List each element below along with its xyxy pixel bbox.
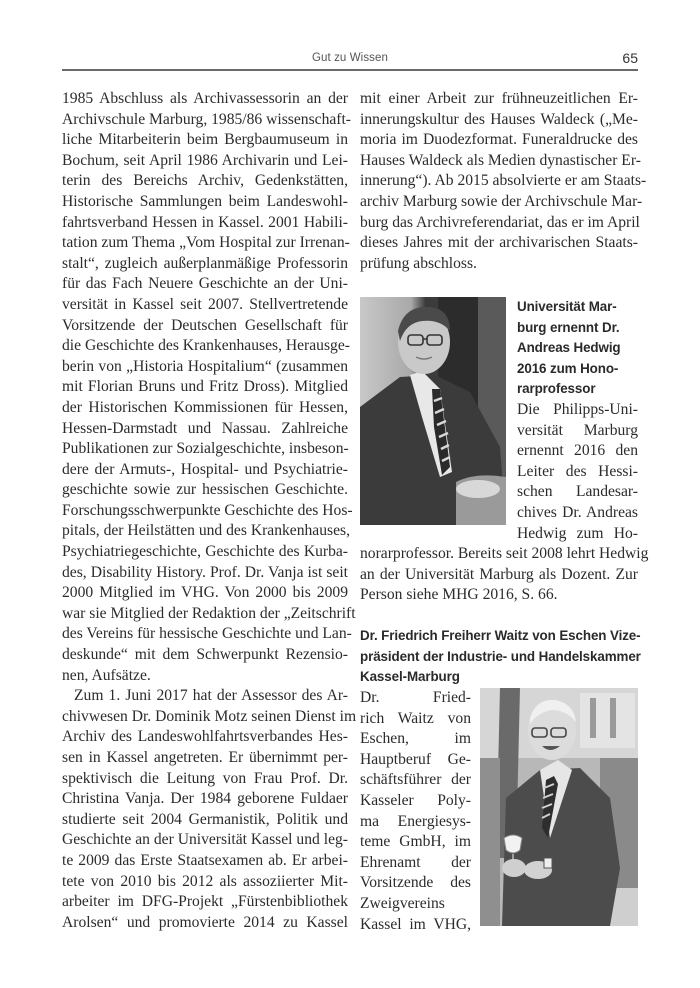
heading-line: präsident der Industrie- und Handelskammer	[360, 648, 641, 664]
text-line: 2000 Mitglied im VHG. Von 2000 bis 2009	[62, 584, 348, 602]
text-line: Vorsitzende des	[360, 874, 471, 892]
article-heading-hedwig	[517, 297, 638, 400]
text-line: burg das Archivreferendariat, das er im April	[360, 213, 640, 231]
text-line: studierte seit 2004 Germanistik, Politik und	[62, 810, 348, 828]
text-line: Christina Vanja. Der 1984 geborene Fuldaer	[62, 790, 348, 808]
text-line: pitals, der Heilstätten und des Krankenhauses,	[62, 522, 350, 540]
text-line: innerung“). Ab 2015 absolvierte er am Staats-	[360, 172, 647, 190]
text-line: Zum 1. Juni 2017 hat der Assessor des Ar-	[74, 687, 348, 705]
heading-line: Universität Mar-	[517, 299, 617, 314]
text-line: die Geschichte des Krankenhauses, Herausge-	[62, 337, 350, 355]
text-line: Psychiatriegeschichte, Geschichte des Kurba-	[62, 543, 348, 561]
heading-line: Dr. Friedrich Freiherr Waitz von Eschen Vize-	[360, 628, 641, 643]
text-line: chives Dr. Andreas	[517, 503, 638, 521]
text-line: 1985 Abschluss als Archivassessorin an der	[62, 90, 348, 107]
text-line: schen Landesar-	[517, 483, 638, 501]
heading-line: rarprofessor	[517, 381, 596, 397]
heading-line: Andreas Hedwig	[517, 340, 621, 356]
article-body-waitz-wrapped	[360, 688, 471, 935]
text-line: te 2009 das Erste Staatsexamen ab. Er arbei-	[62, 851, 348, 869]
article-hedwig-wrap	[517, 297, 638, 544]
text-line: Kasseler Poly-	[360, 791, 471, 809]
text-line: deskunde“ mit dem Schwerpunkt Rezensio-	[62, 646, 348, 664]
text-line: berin von „Historia Hospitalium“ (zusammen	[62, 357, 348, 375]
header-rule	[62, 69, 638, 71]
text-line: Dr. Fried-	[360, 689, 471, 706]
portrait-waitz-image	[480, 688, 638, 926]
text-line: Vorsitzende der Deutschen Gesellschaft für	[62, 316, 348, 334]
text-line: der Historischen Kommissionen für Hessen,	[62, 398, 348, 416]
text-line: Person siehe MHG 2016, S. 66.	[360, 586, 558, 604]
text-line: rich Waitz von	[360, 709, 471, 727]
text-line: Hedwig zum Ho-	[517, 524, 638, 542]
text-line: Bochum, seit April 1986 Archivarin und Lei-	[62, 151, 348, 169]
text-line: Hauses Waldeck als Medien dynastischer Er-	[360, 151, 641, 169]
text-line: tete von 2010 bis 2012 als assoziierter Mit-	[62, 872, 348, 890]
left-column	[62, 89, 357, 933]
running-head	[62, 50, 638, 68]
text-line: Ehrenamt der	[360, 853, 471, 871]
text-line: Die Philipps-Uni-	[517, 400, 638, 418]
text-line: Geschichte an der Universität Kassel und leg-	[62, 831, 348, 849]
text-line: Arolsen“ und promovierte 2014 zu Kassel	[62, 913, 348, 931]
heading-line: Kassel-Marburg	[360, 669, 460, 685]
text-line: dere der Armuts-, Hospital- und Psychiatrie-	[62, 460, 348, 478]
text-line: innerungskultur des Hauses Waldeck („Me-	[360, 110, 638, 128]
text-line: ernennt 2016 den	[517, 442, 638, 460]
text-line: stalt“, zugleich außerplanmäßige Professorin	[62, 254, 348, 272]
text-line: chivwesen Dr. Dominik Motz seinen Dienst im	[62, 707, 357, 725]
heading-line: burg ernennt Dr.	[517, 319, 620, 335]
text-line: Kassel im VHG,	[360, 915, 471, 933]
photo-andreas-hedwig	[360, 297, 506, 525]
portrait-hedwig-image	[360, 297, 506, 525]
text-line: des Vereins für hessische Geschichte und Lan-	[62, 625, 352, 643]
heading-line: 2016 zum Hono-	[517, 360, 619, 376]
text-line: Hessen-Darmstadt und Nassau. Zahlreiche	[62, 419, 348, 437]
section-title: Gut zu Wissen	[311, 52, 389, 64]
text-line: schäftsführer der	[360, 771, 471, 789]
paragraph-motz-continued	[360, 89, 647, 274]
text-line: Eschen, im	[360, 730, 471, 748]
text-line: arbeiter im DFG-Projekt „Fürstenbibliothek	[62, 893, 348, 911]
text-line: Publikationen zur Sozialgeschichte, insbeson-	[62, 440, 349, 458]
right-column	[360, 89, 647, 274]
text-line: nen, Aufsätze.	[62, 666, 151, 684]
page-number: 65	[622, 50, 638, 66]
paragraph-vanja-bio	[62, 89, 356, 686]
text-line: teme GmbH, im	[360, 833, 471, 851]
text-line: versität in Kassel seit 2007. Stellvertretende	[62, 295, 348, 313]
text-line: mit Florian Bruns und Fritz Dross). Mitglied	[62, 378, 348, 396]
text-line: versität Marburg	[517, 421, 638, 439]
text-line: Historische Sammlungen beim Landeswohl-	[62, 192, 348, 210]
text-line: archiv Marburg sowie der Archivschule Mar-	[360, 192, 643, 210]
text-line: Archivschule Marburg, 1985/86 wissenschaft-	[62, 110, 352, 128]
text-line: war sie Mitglied der Redaktion der „Zeitschrift	[62, 604, 356, 622]
text-line: fahrtsverband Hessen in Kassel. 2001 Habili-	[62, 213, 348, 231]
text-line: geschichte sowie zur hessischen Geschichte.	[62, 481, 348, 499]
text-line: norarprofessor. Bereits seit 2008 lehrt Hedwig	[360, 545, 649, 562]
text-line: für das Fach Neuere Geschichte an der Uni-	[62, 275, 348, 293]
text-line: mit einer Arbeit zur frühneuzeitlichen Er-	[360, 90, 638, 107]
text-line: liche Mitarbeiterin beim Bergbaumuseum in	[62, 131, 348, 149]
text-line: Hauptberuf Ge-	[360, 750, 471, 768]
article-waitz-heading-wrap	[360, 626, 641, 688]
text-line: Zweigvereins	[360, 894, 445, 912]
text-line: sen in Kassel angetreten. Er übernimmt per-	[62, 749, 348, 766]
text-line: prüfung abschloss.	[360, 254, 477, 272]
article-heading-waitz	[360, 626, 641, 688]
text-line: tation zum Thema „Vom Hospital zur Irrenan-	[62, 234, 350, 252]
text-line: dieses Jahres mit der archivarischen Staats-	[360, 234, 638, 252]
photo-waitz-von-eschen	[480, 688, 638, 926]
text-line: ma Energiesys-	[360, 812, 471, 830]
text-line: Archiv des Landeswohlfahrtsverbandes Hes-	[62, 728, 348, 746]
text-line: Leiter des Hessi-	[517, 462, 638, 480]
text-line: moria im Duodezformat. Funeraldrucke des	[360, 131, 638, 149]
text-line: Forschungsschwerpunkte Geschichte des Hos-	[62, 501, 353, 519]
text-line: an der Universität Marburg als Dozent. Zur	[360, 565, 638, 583]
article-body-hedwig-wrapped	[517, 400, 638, 544]
text-line: spektivisch die Leitung von Frau Prof. Dr.	[62, 769, 348, 787]
text-line: des, Disability History. Prof. Dr. Vanja ist seit	[62, 563, 348, 581]
text-line: terin des Bereichs Archiv, Gedenkstätten,	[62, 172, 348, 190]
paragraph-motz	[62, 686, 357, 933]
article-body-hedwig-full	[360, 544, 649, 606]
